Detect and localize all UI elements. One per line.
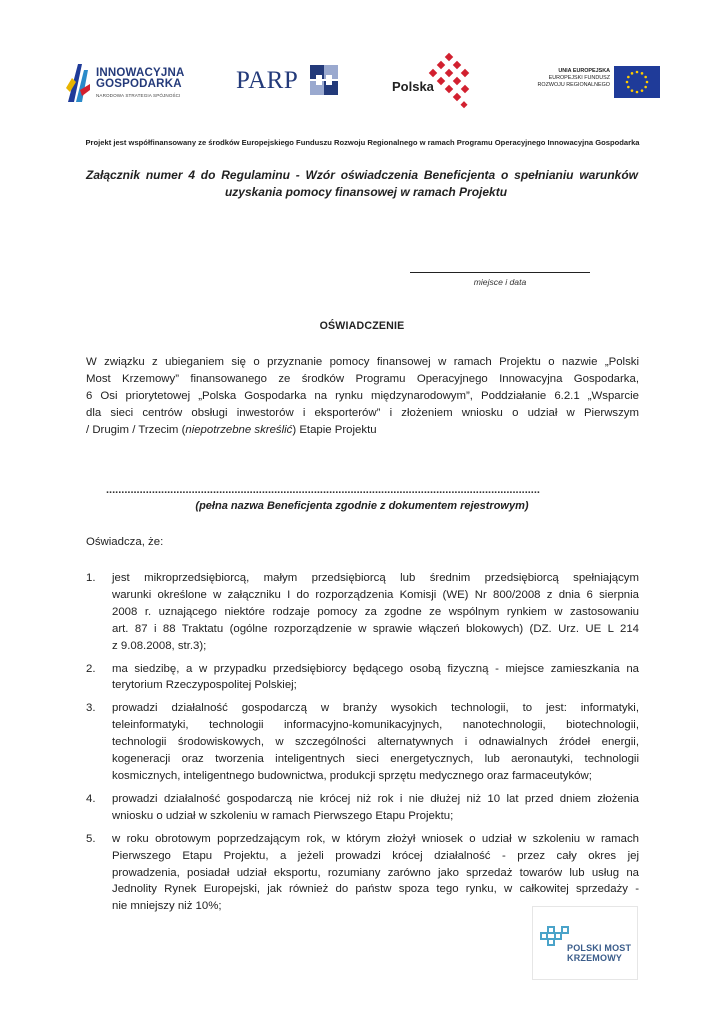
list-item-number: 3. [86,702,96,715]
eu-star-icon [644,86,647,89]
ig-subtitle: NARODOWA STRATEGIA SPÓJNOŚCI [96,93,181,98]
list-item-line: w roku obrotowym poprzedzającym rok, w którym złożył wniosek o udział w szkoleniu w ramach [112,832,639,845]
list-item-line: prowadzi działalność gospodarczą w branży wysokich technologii, to jest: informatyki, [112,702,639,715]
polska-wordmark: Polska [392,79,434,94]
eu-logo [530,66,662,98]
list-item-number: 1. [86,572,96,584]
list-item-line: teleinformatyki, technologii informacyjno-komunikacyjnych, nanotechnologii, biotechnologii, [112,719,639,732]
beneficiary-name-field: .............................................................................................................................................. [106,484,540,496]
list-item-line: prowadzenia, posiadał udział eksportu, rozumiany zarówno jako sprzedaż towarów lub usług na [112,866,639,879]
document-title: Załącznik numer 4 do Regulaminu - Wzór oświadczenia Beneficjenta o spełnianiu warunków uzyskania pomocy finansowej w ramach Projektu [86,168,638,199]
declaration-list [86,570,639,921]
list-item [86,791,639,825]
eu-flag-icon [614,66,660,98]
innowacyjna-gospodarka-logo [66,60,196,104]
parp-logo [236,62,348,100]
pmk-bridge-icon [539,923,569,951]
list-item-line: jest mikroprzedsiębiorcą, małym przedsiębiorcą lub średnim przedsiębiorcą spełniającym [112,572,639,584]
eu-star-icon [627,86,630,89]
list-item [86,570,639,655]
eu-star-icon [636,91,639,94]
list-item-line: Pierwszego Etapu Projektu, a jeżeli prowadzi krócej działalność - przez cały okres jej [112,849,639,862]
ig-symbol-icon [66,60,92,104]
eu-text: UNIA EUROPEJSKA EUROPEJSKI FUNDUSZ ROZWOJU REGIONALNEGO [537,68,610,88]
polski-most-krzemowy-logo [532,906,638,980]
eu-star-icon [626,81,629,84]
list-item-number: 5. [86,832,96,845]
list-item-number: 4. [86,792,96,805]
list-item [86,700,639,785]
list-item-line: nie mniejszy niż 10%; [112,900,222,913]
polska-logo [392,52,482,112]
list-item-line: kogeneracji oraz tworzenia inteligentnych sieci energetycznych, lub aeronautyki, technologii [112,753,639,766]
eu-star-icon [636,71,639,74]
beneficiary-name-label: (pełna nazwa Beneficjenta zgodnie z dokumentem rejestrowym) [195,500,529,512]
eu-star-icon [644,76,647,79]
list-item-line: prowadzi działalność gospodarczą nie krócej niż rok i nie dłużej niż 10 lat przed dniem złożenia [112,792,639,805]
list-item-line: warunki określone w załączniku I do rozporządzenia Komisji (WE) Nr 800/2008 z dnia 6 sierpnia [112,588,639,601]
list-item-number: 2. [86,662,96,675]
place-date-label: miejsce i data [473,277,527,287]
declares-intro: Oświadcza, że: [86,536,164,548]
eu-star-icon [631,72,634,75]
list-item [86,831,639,916]
place-date-line [410,272,590,273]
list-item-line: ma siedzibę, a w przypadku przedsiębiorcy będącego osobą fizyczną - miejsce zamieszkania na [112,662,639,675]
declaration-heading: OŚWIADCZENIE [319,320,405,332]
list-item-line: z 9.08.2008, str.3); [112,639,207,652]
list-item-line: art. 87 i 88 Traktatu (ogólne rozporządzenie w sprawie włączeń blokowych) (DZ. Urz. UE L 214 [112,622,639,635]
list-item-line: terytorium Rzeczypospolitej Polskiej; [112,679,297,692]
list-item-line: kosmicznych, inteligentnego budownictwa, produkcji sprzętu medycznego oraz farmaceutyków; [112,769,592,782]
intro-paragraph: W związku z ubieganiem się o przyznanie pomocy finansowej w ramach Projektu o nazwie „Polski Most Krzemowy” finansowanego ze środków Programu Operacyjnego Innowacyjna Gospodarka, 6 Osi priorytetowej „Polska Gospodarka na rynku międzynarodowym”, Poddziałanie 6.2.1 „Wsparcie dla sieci centrów obsługi inwestorów i eksporterów” i złożeniem wniosku o udział w Pierwszym / Drugim / Trzecim (niepotrzebne skreślić) Etapie Projektu [86,356,639,436]
list-item-line: Jednolity Rynek Europejski, jak również do państw spoza tego rynku, w całkowitej sprzedaży - [112,883,639,896]
funding-note: Projekt jest współfinansowany ze środków Europejskiego Funduszu Rozwoju Regionalnego w ramach Programu Operacyjnego Innowacyjna Gospodarka [85,138,640,147]
list-item-line: technologii środowiskowych, w szczególności alternatywnych i odnawialnych źródeł energii, [112,736,639,749]
pmk-wordmark: POLSKI MOST KRZEMOWY [567,943,632,963]
eu-star-icon [646,81,649,84]
eu-star-icon [627,76,630,79]
list-item-line: 2008 r. uznającego niektóre rodzaje pomocy za zgodne ze wspólnym rynkiem w zastosowaniu [112,605,639,618]
list-item [86,661,639,695]
parp-symbol-icon [306,63,342,97]
eu-star-icon [641,72,644,75]
parp-wordmark: PARP [236,67,299,94]
eu-star-icon [641,89,644,92]
ig-title: INNOWACYJNA GOSPODARKA [96,67,185,90]
list-item-line: wniosku o udział w szkoleniu w ramach Pierwszego Etapu Projektu; [112,809,454,822]
eu-star-icon [631,89,634,92]
